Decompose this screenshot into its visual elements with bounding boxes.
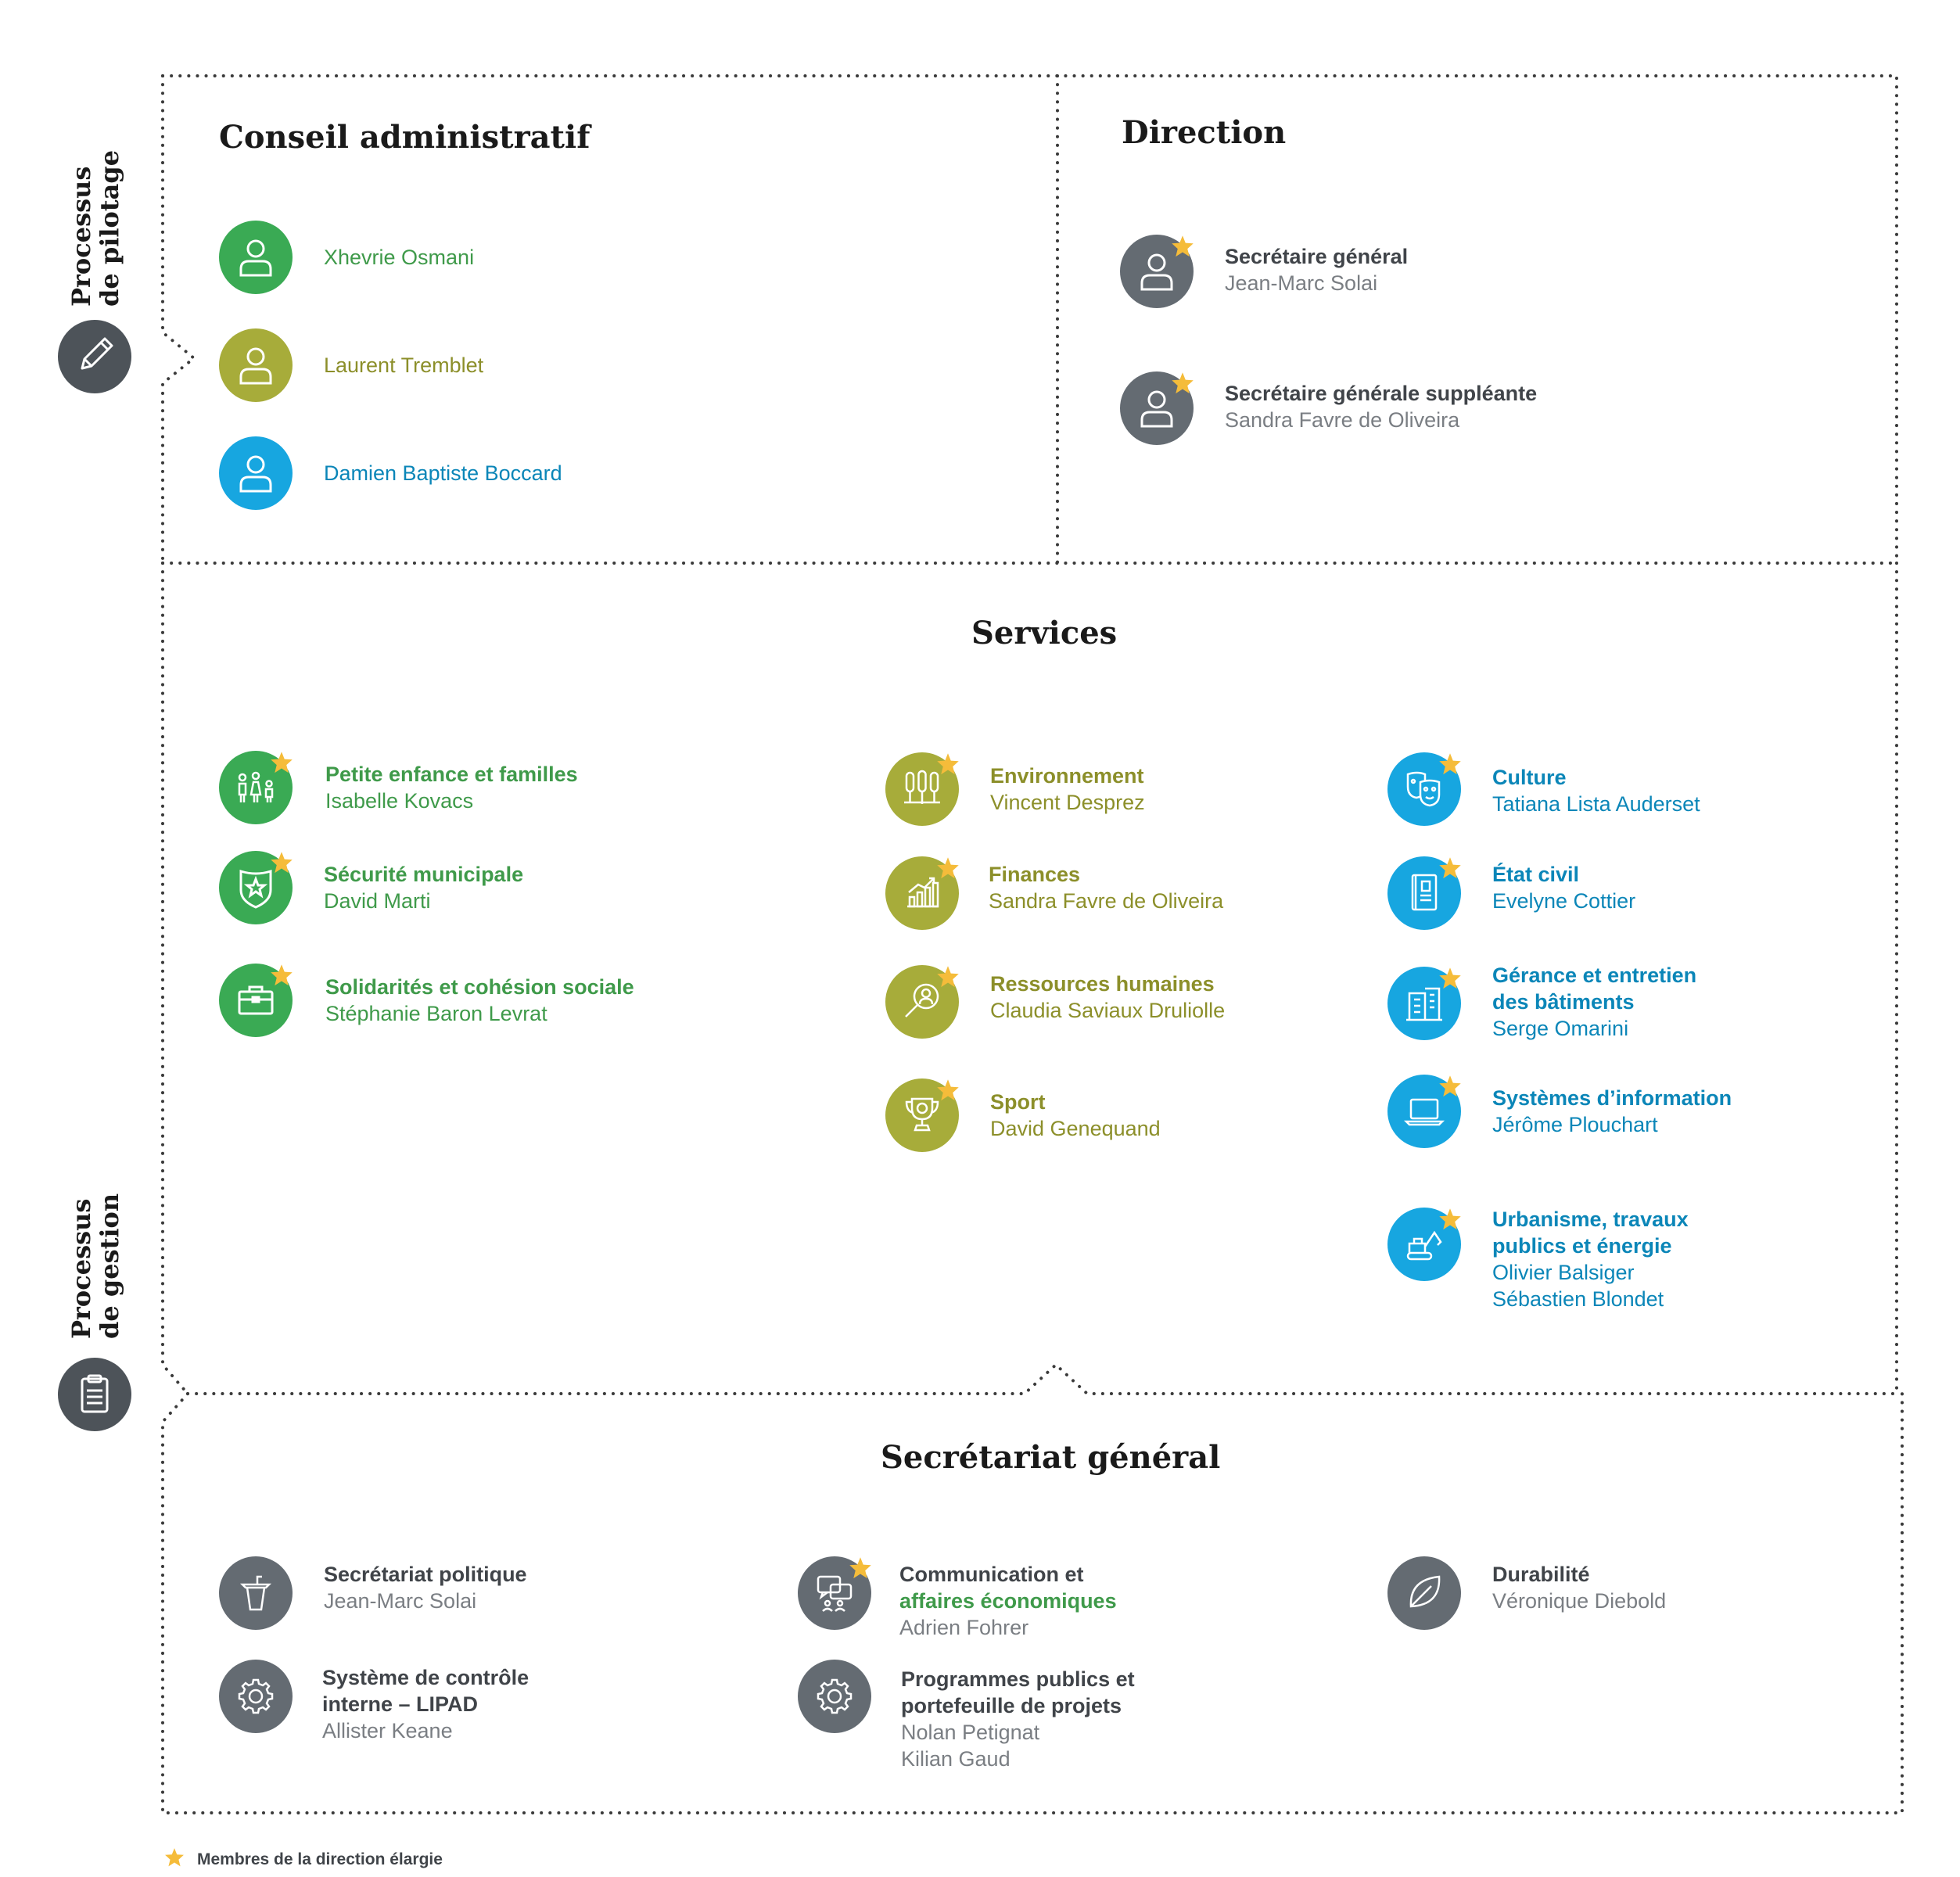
service-title: Solidarités et cohésion sociale [325,975,634,999]
secretariat-item-title: Programmes publics et [901,1667,1135,1691]
conseil-member-name: Laurent Tremblet [324,354,484,377]
secretariat-item-subtitle: affaires économiques [899,1589,1117,1613]
direction-title: Direction [1122,114,1287,151]
star-icon [270,751,293,774]
secretariat-item-person: Kilian Gaud [901,1747,1011,1771]
service-person: Evelyne Cottier [1492,889,1636,913]
secretariat-item-title: Système de contrôle [322,1666,529,1689]
service-entry [1492,764,1700,817]
person-icon [219,436,293,510]
service-person: Claudia Saviaux Druliolle [990,999,1226,1022]
service-person: Tatiana Lista Auderset [1492,792,1700,816]
lectern-icon [219,1556,293,1630]
star-icon [1438,967,1462,990]
direction-role: Secrétaire générale suppléante [1225,382,1538,405]
secretariat-item-person: Allister Keane [322,1719,453,1742]
secretariat-entry [1492,1561,1666,1614]
gear-icon [219,1660,293,1733]
secretariat-item-person: Véronique Diebold [1492,1589,1667,1613]
service-person: David Genequand [990,1117,1161,1140]
conseil-member-name: Xhevrie Osmani [324,246,475,269]
secretariat-item-title: Communication et [899,1563,1084,1586]
service-title: Gérance et entretien [1492,964,1697,987]
legend-text: Membres de la direction élargie [197,1850,443,1868]
side-label-pilotage-line1: Processus [66,166,96,307]
star-icon [164,1847,185,1868]
star-icon [270,851,293,874]
star-icon [936,965,960,989]
direction-member [1225,243,1408,296]
service-title: Ressources humaines [990,972,1215,996]
service-entry [1492,962,1696,1042]
service-entry [990,1089,1161,1142]
person-icon [219,328,293,402]
person-icon [219,221,293,294]
clipboard-icon [58,1358,131,1431]
side-label-pilotage-line2: de pilotage [95,149,124,307]
side-label-gestion-line1: Processus [66,1198,96,1339]
service-title: Finances [989,863,1081,886]
secretariat-item-title-line2: interne – LIPAD [322,1692,479,1716]
service-title: Sport [990,1090,1046,1114]
service-title: Environnement [990,764,1144,788]
secretariat-entry [322,1664,529,1744]
service-title-line2: des bâtiments [1492,990,1635,1014]
service-person: David Marti [324,889,431,913]
secretariat-entry [324,1561,527,1614]
side-label-gestion-line2: de gestion [95,1193,124,1339]
service-title: Sécurité municipale [324,863,524,886]
service-entry [990,763,1145,816]
side-label-pilotage [67,150,124,307]
secretariat-item-title-line2: portefeuille de projets [901,1694,1122,1717]
direction-member [1225,380,1537,433]
secretariat-title: Secrétariat général [881,1439,1221,1476]
service-entry [1492,1206,1689,1312]
service-person: Vincent Desprez [990,791,1145,814]
service-entry [324,861,523,914]
star-icon [936,1078,960,1102]
service-person: Sandra Favre de Oliveira [989,889,1224,913]
star-icon [936,856,960,880]
gear-icon [798,1660,871,1733]
star-icon [270,964,293,987]
service-title-line2: publics et énergie [1492,1234,1672,1258]
leaf-icon [1387,1556,1461,1630]
secretariat-item-person: Adrien Fohrer [899,1616,1029,1639]
direction-role: Secrétaire général [1225,245,1409,268]
star-icon [849,1556,872,1580]
service-entry [1492,861,1635,914]
conseil-title: Conseil administratif [219,119,591,156]
star-icon [1171,235,1194,258]
service-person: Isabelle Kovacs [325,789,474,813]
service-entry [989,861,1223,914]
service-entry [990,971,1225,1024]
service-person: Olivier Balsiger [1492,1261,1635,1284]
secretariat-item-title: Durabilité [1492,1563,1590,1586]
star-icon [1438,1208,1462,1231]
direction-name: Sandra Favre de Oliveira [1225,408,1460,432]
secretariat-item-person: Nolan Petignat [901,1721,1040,1744]
conseil-member-name: Damien Baptiste Boccard [324,461,562,485]
secretariat-item-person: Jean-Marc Solai [324,1589,477,1613]
service-title: Culture [1492,766,1567,789]
star-icon [1438,752,1462,776]
star-icon [936,752,960,776]
pencil-icon [58,320,131,393]
service-title: État civil [1492,863,1580,886]
direction-name: Jean-Marc Solai [1225,271,1378,295]
side-label-gestion [67,1193,124,1339]
secretariat-item-title: Secrétariat politique [324,1563,527,1586]
services-title: Services [971,615,1118,651]
service-person: Jérôme Plouchart [1492,1113,1658,1136]
service-entry [325,761,578,814]
service-title: Urbanisme, travaux [1492,1208,1689,1231]
service-title: Petite enfance et familles [325,763,578,786]
star-icon [1438,1075,1462,1098]
star-icon [1171,371,1194,395]
star-icon [1438,856,1462,880]
service-person: Sébastien Blondet [1492,1287,1664,1311]
service-person: Serge Omarini [1492,1017,1629,1040]
secretariat-entry [899,1561,1117,1641]
service-entry [325,974,634,1027]
service-person: Stéphanie Baron Levrat [325,1002,547,1025]
service-title: Systèmes d’information [1492,1086,1732,1110]
secretariat-entry [901,1666,1135,1772]
service-entry [1492,1085,1732,1138]
